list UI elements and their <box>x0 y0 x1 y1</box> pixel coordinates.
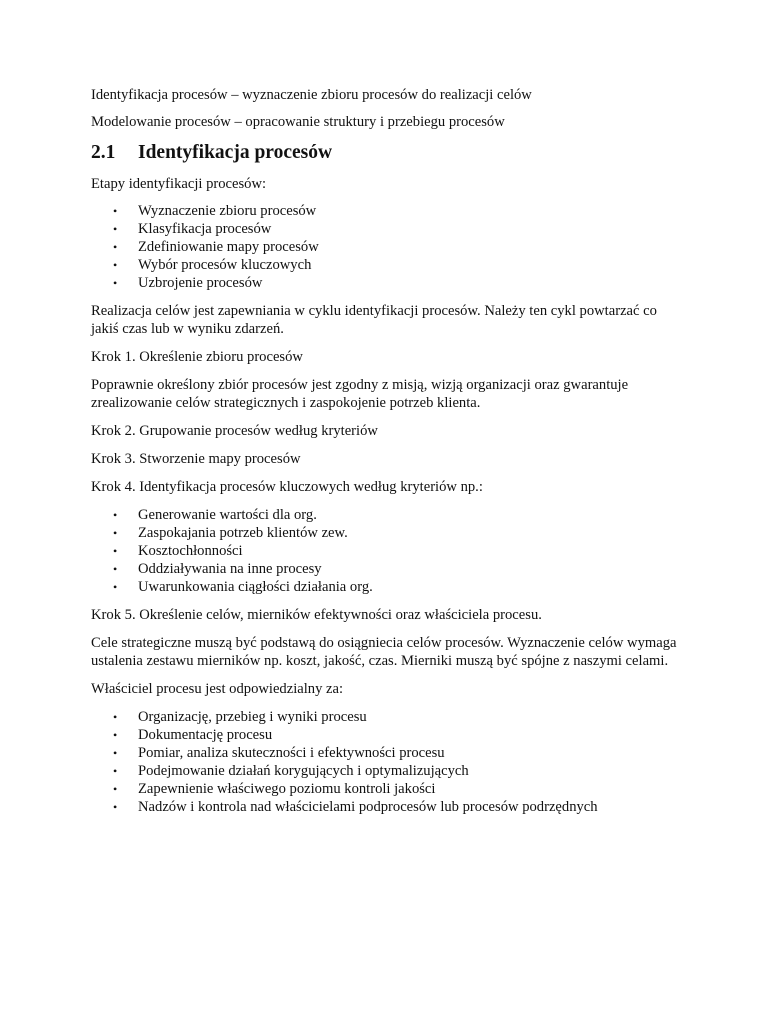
bullet-icon: • <box>113 746 118 760</box>
wlasciciel-list <box>91 708 678 816</box>
bullet-icon: • <box>113 204 118 218</box>
krok-3: Krok 3. Stworzenie mapy procesów <box>91 451 301 467</box>
bullet-icon: • <box>113 276 118 290</box>
krok-4: Krok 4. Identyfikacja procesów kluczowych według kryteriów np.: <box>91 479 483 495</box>
section-number: 2.1 <box>91 142 116 163</box>
bullet-icon: • <box>113 526 118 540</box>
list-item: • Uwarunkowania ciągłości działania org. <box>113 579 373 595</box>
list-item: • Podejmowanie działań korygujących i optymalizujących <box>113 763 469 779</box>
bullet-icon: • <box>113 544 118 558</box>
cele-paragraph: Cele strategiczne muszą być podstawą do osiągniecia celów procesów. Wyznaczenie celów wymaga ustalenia zestawu mierników np. koszt, jakość, czas. Mierniki muszą być spójne z naszymi celami. <box>91 635 677 669</box>
etapy-list <box>91 202 678 292</box>
krok-1: Krok 1. Określenie zbioru procesów <box>91 349 303 365</box>
bullet-icon: • <box>113 258 118 272</box>
bullet-icon: • <box>113 800 118 814</box>
etapy-label: Etapy identyfikacji procesów: <box>91 176 267 192</box>
intro-line-modelowanie: Modelowanie procesów – opracowanie struktury i przebiegu procesów <box>91 114 505 130</box>
section-title: Identyfikacja procesów <box>138 142 333 163</box>
bullet-icon: • <box>113 728 118 742</box>
list-item: • Organizację, przebieg i wyniki procesu <box>113 709 367 725</box>
list-item: • Pomiar, analiza skuteczności i efektywności procesu <box>113 745 445 761</box>
list-item: • Dokumentację procesu <box>113 727 273 743</box>
bullet-icon: • <box>113 580 118 594</box>
bullet-icon: • <box>113 764 118 778</box>
bullet-icon: • <box>113 782 118 796</box>
bullet-icon: • <box>113 562 118 576</box>
realizacja-paragraph: Realizacja celów jest zapewniania w cyklu identyfikacji procesów. Należy ten cykl powtarzać co jakiś czas lub w wyniku zdarzeń. <box>91 303 657 337</box>
list-item: • Generowanie wartości dla org. <box>113 507 317 523</box>
list-item: • Zdefiniowanie mapy procesów <box>113 239 319 255</box>
list-item: • Klasyfikacja procesów <box>113 221 272 237</box>
bullet-icon: • <box>113 508 118 522</box>
list-item: • Wyznaczenie zbioru procesów <box>113 203 317 219</box>
krok-2: Krok 2. Grupowanie procesów według kryteriów <box>91 423 378 439</box>
list-item: • Wybór procesów kluczowych <box>113 257 312 273</box>
poprawnie-paragraph: Poprawnie określony zbiór procesów jest zgodny z misją, wizją organizacji oraz gwarantuje zrealizowanie celów strategicznych i zaspokojenie potrzeb klienta. <box>91 377 629 411</box>
krok-5: Krok 5. Określenie celów, mierników efektywności oraz właściciela procesu. <box>91 607 542 623</box>
intro-line-identyfikacja: Identyfikacja procesów – wyznaczenie zbioru procesów do realizacji celów <box>91 87 532 103</box>
bullet-icon: • <box>113 710 118 724</box>
list-item: • Nadzów i kontrola nad właścicielami podprocesów lub procesów podrzędnych <box>113 799 598 815</box>
section-heading <box>91 142 678 164</box>
wlasciciel-label: Właściciel procesu jest odpowiedzialny za: <box>91 681 344 697</box>
bullet-icon: • <box>113 240 118 254</box>
list-item: • Kosztochłonności <box>113 543 243 559</box>
list-item: • Oddziaływania na inne procesy <box>113 561 322 577</box>
bullet-icon: • <box>113 222 118 236</box>
kryteria-list <box>91 506 678 596</box>
list-item: • Zapewnienie właściwego poziomu kontroli jakości <box>113 781 436 797</box>
list-item: • Uzbrojenie procesów <box>113 275 263 291</box>
list-item: • Zaspokajania potrzeb klientów zew. <box>113 525 348 541</box>
